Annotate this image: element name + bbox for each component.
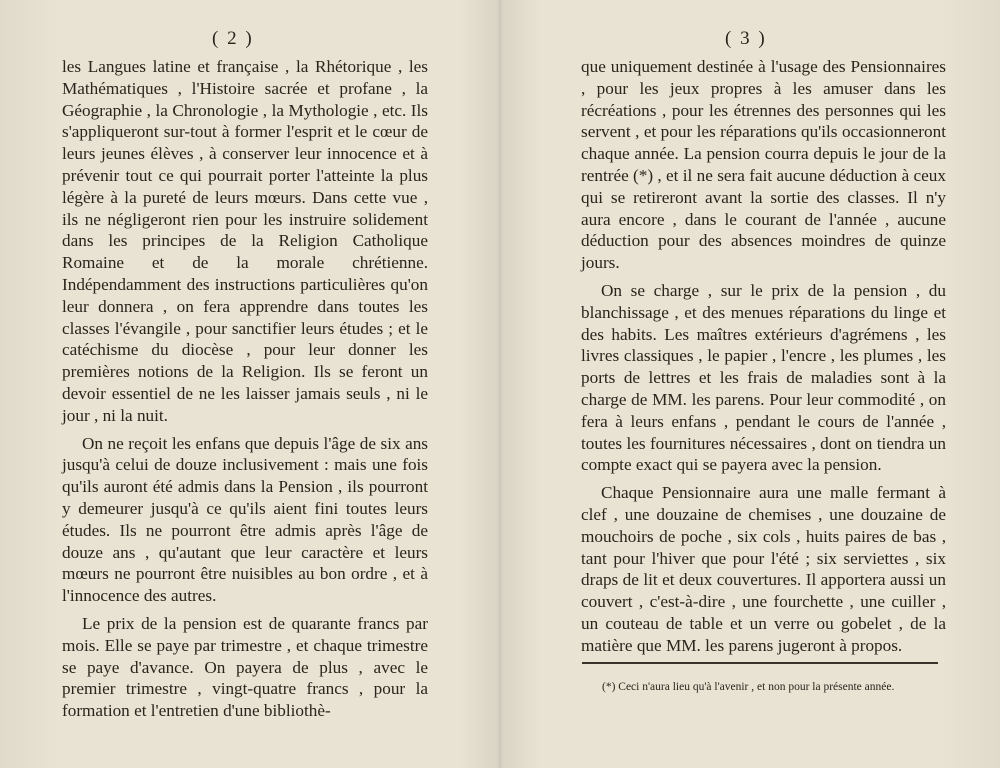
paragraph: On se charge , sur le prix de la pension , du blanchissage , et des menues réparations du linge et des habits. Les maîtres extérieurs d'agrémens , les livres classiques , le papier , l'encre , les plumes , les ports de lettres et les frais de maladies sont à la charge de MM. les parens. Pour leur commodité , on fera à leurs enfans , pendant le cours de l'année , toutes les fournitures nécessaires , dont on tiendra un compte exact qui se payera avec la pension. [581, 280, 946, 475]
page-body [62, 56, 428, 722]
footnote-text: (*) Ceci n'aura lieu qu'à l'avenir , et non pour la présente année. [602, 681, 895, 693]
footnote [582, 680, 952, 695]
footnote-divider [582, 662, 938, 664]
right-page [500, 0, 1000, 768]
paragraph: Chaque Pensionnaire aura une malle fermant à clef , une douzaine de chemises , une douzaine de mouchoirs de poche , six cols , huits paires de bas , tant pour l'hiver que pour l'été ; six serviettes , six draps de lit et deux couvertures. Il apportera aussi un couvert , c'est-à-dire , une fourchette , une cuiller , un couteau de table et un verre ou gobelet , de la matière que MM. les parens jugeront à propos. [581, 483, 946, 655]
paragraph: que uniquement destinée à l'usage des Pensionnaires , pour les jeux propres à les amuser dans les récréations , pour les étrennes des personnes qui les servent , et pour les réparations qu'ils occasionneront chaque année. La pension courra depuis le jour de la rentrée (*) , et il ne sera fait aucune déduction à ceux qui se retireront avant la sortie des classes. Il n'y aura encore , dans le courant de l'année , aucune déduction pour des absences moindres de quinze jours. [581, 57, 946, 273]
paragraph: On ne reçoit les enfans que depuis l'âge de six ans jusqu'à celui de douze inclusivement : mais une fois qu'ils auront été admis dans la Pension , ils pourront y demeurer jusqu'à ce qu'ils aient fini toutes leurs études. Ils ne pourront être admis après l'âge de douze ans , qu'autant que leur caractère et leurs mœurs ne pourront être nuisibles au bon ordre , et à l'innocence des autres. [62, 433, 428, 606]
page-body [581, 56, 946, 657]
page-number: ( 3 ) [725, 28, 767, 49]
paragraph: Le prix de la pension est de quarante francs par mois. Elle se paye par trimestre , et chaque trimestre se paye d'avance. On payera de plus , avec le premier trimestre , vingt-quatre francs , pour la formation et l'entretien d'une bibliothè- [62, 613, 428, 721]
paragraph: les Langues latine et française , la Rhétorique , les Mathématiques , l'Histoire sacrée et profane , la Géographie , la Chronologie , la Mythologie , etc. Ils s'appliqueront sur-tout à former l'esprit et le cœur de leurs jeunes élèves , à conserver leur innocence et à prévenir tout ce qui pourrait porter l'atteinte la plus légère à la pureté de leurs mœurs. Dans cette vue , ils ne négligeront rien pour les instruire solidement dans les principes de la Religion Catholique Romaine et de la morale chrétienne. Indépendamment des instructions particulières qu'on leur donnera , on fera apprendre dans toutes les classes l'évangile , pour sanctifier leurs études ; et le catéchisme du diocèse , pour leur donner les premières notions de la Religion. Ils se feront un devoir essentiel de ne les laisser jamais seuls , ni le jour , ni la nuit. [62, 57, 428, 425]
page-number: ( 2 ) [212, 28, 254, 49]
